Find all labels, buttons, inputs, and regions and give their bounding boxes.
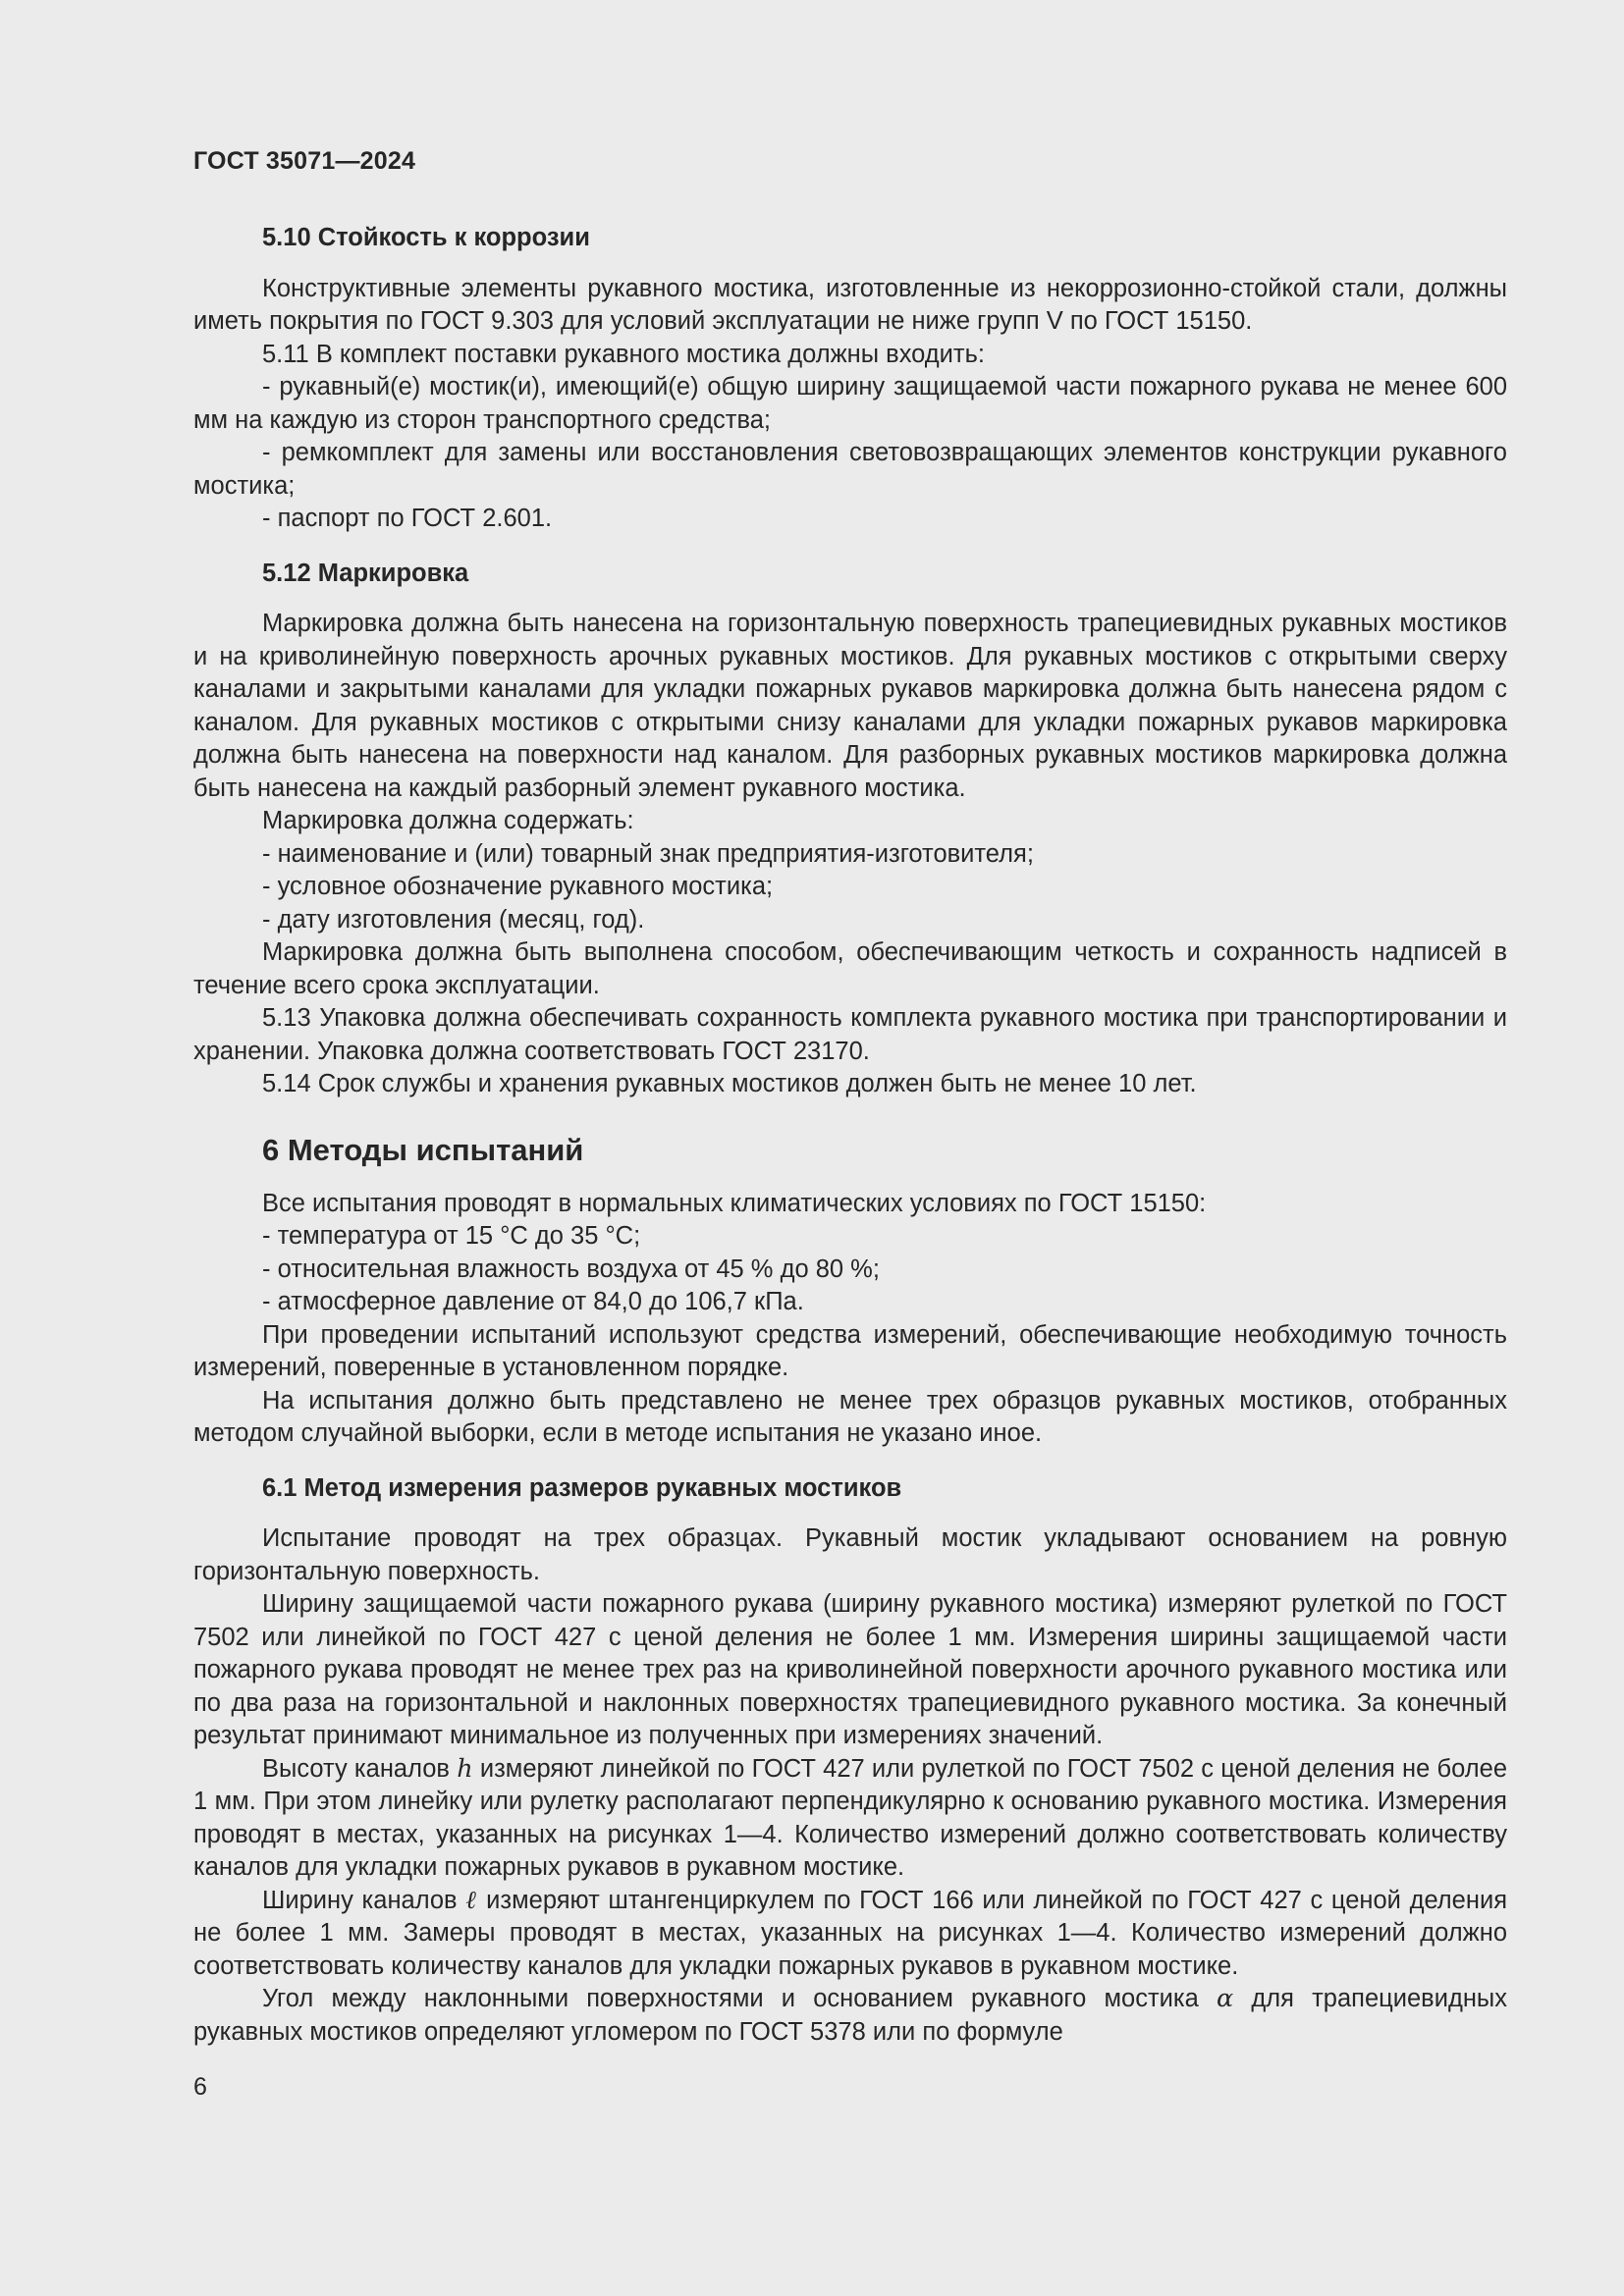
list-item: - ремкомплект для замены или восстановления световозвращающих элементов конструкции рукавного мостика; — [193, 439, 1507, 500]
paragraph-text: для трапециевидных рукавных мостиков определяют угломером по ГОСТ 5378 или по формуле — [193, 1985, 1507, 2046]
paragraph-text: Ширину каналов — [262, 1886, 466, 1914]
width-symbol: ℓ — [465, 1885, 478, 1915]
list-item: - условное обозначение рукавного мостика; — [262, 873, 774, 900]
paragraph-text: измеряют линейкой по ГОСТ 427 или рулеткой по ГОСТ 7502 с ценой деления не более 1 мм. При этом линейку или рулетку располагают перпендикулярно к основанию рукавного мостика. Измерения проводят в местах, указанных на рисунках 1—4. Количество измерений должно соответствовать количеству каналов для укладки пожарных рукавов в рукавном мостике. — [193, 1754, 1508, 1881]
height-symbol: h — [457, 1753, 473, 1784]
paragraph: 5.11 В комплект поставки рукавного мостика должны входить: — [262, 340, 985, 368]
paragraph: На испытания должно быть представлено не менее трех образцов рукавных мостиков, отобранных методом случайной выборки, если в методе испытания не указано иное. — [193, 1386, 1507, 1447]
list-item: - температура от 15 °С до 35 °С; — [262, 1222, 641, 1250]
paragraph: Маркировка должна содержать: — [262, 807, 634, 834]
section-6-1-title: 6.1 Метод измерения размеров рукавных мостиков — [262, 1473, 902, 1502]
paragraph: Испытание проводят на трех образцах. Рукавный мостик укладывают основанием на ровную горизонтальную поверхность. — [193, 1524, 1507, 1585]
document-body — [193, 222, 1507, 2049]
paragraph — [193, 1885, 1507, 1984]
paragraph — [193, 1983, 1507, 2049]
list-item: - наименование и (или) товарный знак предприятия-изготовителя; — [262, 839, 1034, 868]
list-item: - атмосферное давление от 84,0 до 106,7 кПа. — [262, 1288, 804, 1315]
list-item: - относительная влажность воздуха от 45 % до 80 %; — [262, 1255, 880, 1283]
paragraph-text: Угол между наклонными поверхностями и основанием рукавного мостика — [262, 1985, 1217, 2012]
paragraph: Конструктивные элементы рукавного мостика, изготовленные из некоррозионно-стойкой стали, должны иметь покрытия по ГОСТ 9.303 для условий эксплуатации не ниже групп V по ГОСТ 15150. — [193, 274, 1507, 335]
paragraph: 5.14 Срок службы и хранения рукавных мостиков должен быть не менее 10 лет. — [262, 1070, 1197, 1097]
document-header: ГОСТ 35071—2024 — [193, 147, 416, 175]
section-5-12-title: 5.12 Маркировка — [262, 559, 469, 587]
paragraph: При проведении испытаний используют средства измерений, обеспечивающие необходимую точность измерений, поверенные в установленном порядке. — [193, 1320, 1507, 1381]
paragraph-text: измеряют штангенциркулем по ГОСТ 166 или линейкой по ГОСТ 427 с ценой деления не более 1 мм. Замеры проводят в местах, указанных на рисунках 1—4. Количество измерений должно соответствовать количеству каналов для укладки пожарных рукавов в рукавном мостике. — [193, 1886, 1507, 1980]
list-item: - рукавный(е) мостик(и), имеющий(е) общую ширину защищаемой части пожарного рукава не менее 600 мм на каждую из сторон транспортного средства; — [193, 373, 1507, 434]
list-item: - дату изготовления (месяц, год). — [262, 905, 645, 934]
list-item: - паспорт по ГОСТ 2.601. — [262, 505, 553, 532]
page-number: 6 — [193, 2073, 207, 2101]
paragraph: Маркировка должна быть нанесена на горизонтальную поверхность трапециевидных рукавных мостиков и на криволинейную поверхность арочных рукавных мостиков. Для рукавных мостиков с открытыми сверху каналами и закрытыми каналами для укладки пожарных рукавов маркировка должна быть нанесена рядом с каналом. Для рукавных мостиков с открытыми снизу каналами для укладки пожарных рукавов маркировка должна быть нанесена на поверхности над каналом. Для разборных рукавных мостиков маркировка должна быть нанесена на каждый разборный элемент рукавного мостика. — [193, 610, 1507, 802]
paragraph: Ширину защищаемой части пожарного рукава (ширину рукавного мостика) измеряют рулеткой по ГОСТ 7502 или линейкой по ГОСТ 427 с ценой деления не более 1 мм. Измерения ширины защищаемой части пожарного рукава проводят не менее трех раз на криволинейной поверхности арочного рукавного мостика или по два раза на горизонтальной и наклонных поверхностях трапециевидного рукавного мостика. За конечный результат принимают минимальное из полученных при измерениях значений. — [193, 1590, 1507, 1749]
paragraph — [193, 1753, 1507, 1885]
paragraph: 5.13 Упаковка должна обеспечивать сохранность комплекта рукавного мостика при транспортировании и хранении. Упаковка должна соответствовать ГОСТ 23170. — [193, 1004, 1507, 1065]
paragraph-text: Высоту каналов — [262, 1754, 458, 1783]
section-5-10-title: 5.10 Стойкость к коррозии — [262, 224, 590, 251]
paragraph: Все испытания проводят в нормальных климатических условиях по ГОСТ 15150: — [262, 1189, 1207, 1217]
paragraph: Маркировка должна быть выполнена способом, обеспечивающим четкость и сохранность надписей в течение всего срока эксплуатации. — [193, 938, 1507, 999]
section-6-title: 6 Методы испытаний — [262, 1132, 584, 1167]
angle-symbol: α — [1216, 1984, 1234, 2013]
